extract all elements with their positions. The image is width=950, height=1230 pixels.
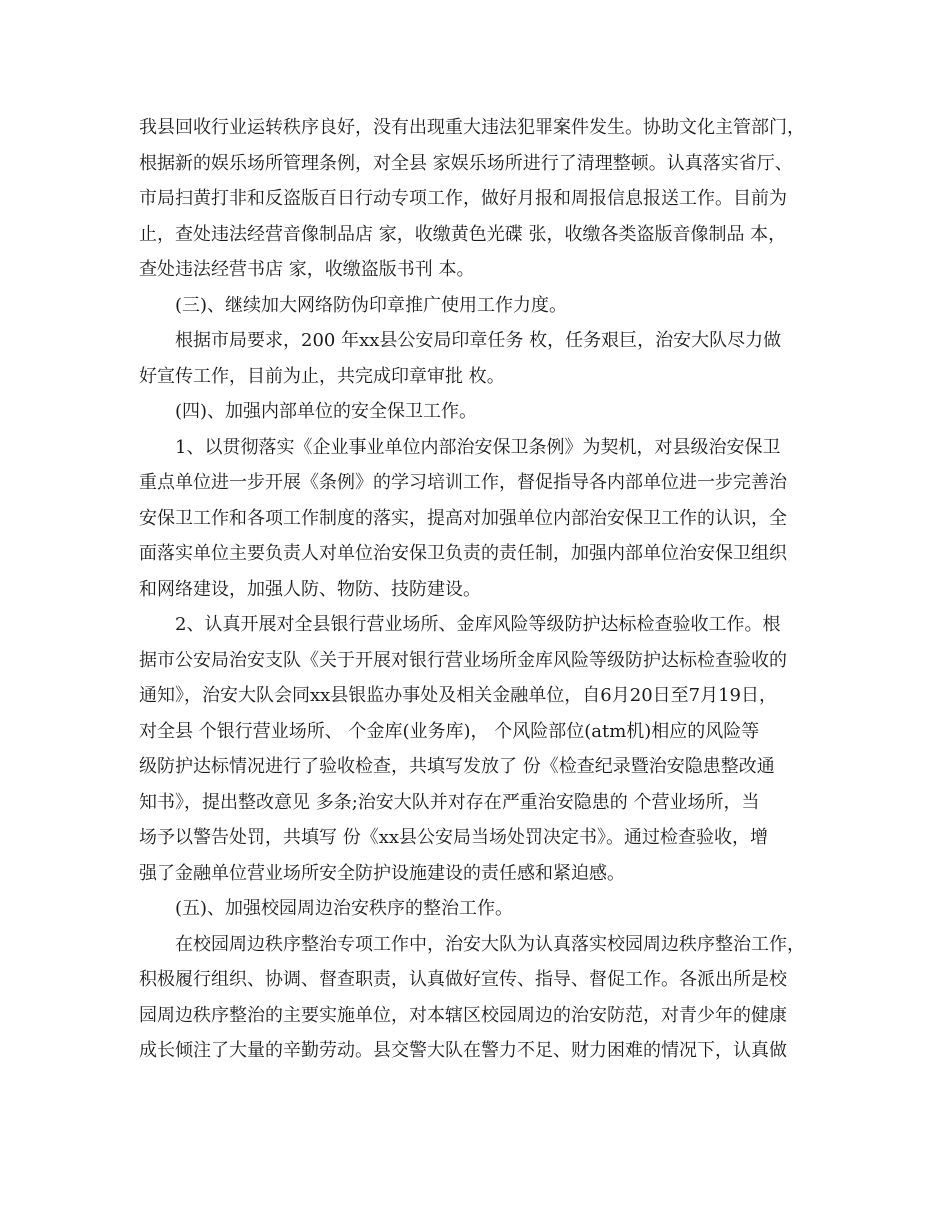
text-line: 场予以警告处罚，共填写 份《xx县公安局当场处罚决定书》。通过检查验收，增 (139, 827, 769, 848)
text-line: 市局扫黄打非和反盗版百日行动专项工作，做好月报和周报信息报送工作。目前为 (139, 188, 787, 209)
text-line: 根据市局要求，200 年xx县公安局印章任务 枚，任务艰巨，治安大队尽力做 (175, 330, 782, 351)
text-line: 2、认真开展对全县银行营业场所、金库风险等级防护达标检查验收工作。根 (175, 614, 781, 635)
text-line: 对全县 个银行营业场所、 个金库(业务库)， 个风险部位(atm机)相应的风险等 (139, 720, 760, 742)
text-line: 和网络建设，加强人防、物防、技防建设。 (139, 578, 481, 600)
text-line: 1、以贯彻落实《企业事业单位内部治安保卫条例》为契机，对县级治安保卫 (175, 436, 781, 458)
text-line: 强了金融单位营业场所安全防护设施建设的责任感和紧迫感。 (139, 862, 625, 884)
text-line: 通知》，治安大队会同xx县银监办事处及相关金融单位，自6月20日至7月19日， (139, 685, 778, 706)
text-line: 根据新的娱乐场所管理条例，对全县 家娱乐场所进行了清理整顿。认真落实省厅、 (139, 152, 793, 174)
text-line: (三)、继续加大网络防伪印章推广使用工作力度。 (175, 294, 568, 316)
text-line: 据市公安局治安支队《关于开展对银行营业场所金库风险等级防护达标检查验收的 (139, 649, 787, 671)
text-line: 好宣传工作，目前为止，共完成印章审批 枚。 (139, 365, 505, 387)
text-line: 止，查处违法经营音像制品店 家，收缴黄色光碟 张，收缴各类盗版音像制品 本， (139, 223, 787, 245)
text-line: 在校园周边秩序整治专项工作中，治安大队为认真落实校园周边秩序整治工作， (175, 933, 805, 955)
text-line: 我县回收行业运转秩序良好，没有出现重大违法犯罪案件发生。协助文化主管部门， (139, 117, 805, 138)
text-line: 面落实单位主要负责人对单位治安保卫负责的责任制，加强内部单位治安保卫组织 (139, 543, 787, 564)
text-line: 重点单位进一步开展《条例》的学习培训工作，督促指导各内部单位进一步完善治 (139, 472, 787, 493)
text-line: 积极履行组织、协调、督查职责，认真做好宣传、指导、督促工作。各派出所是校 (139, 969, 787, 990)
text-line: 查处违法经营书店 家，收缴盗版书刊 本。 (139, 259, 475, 280)
document-body (139, 110, 825, 1069)
text-line: 级防护达标情况进行了验收检查，共填写发放了 份《检查纪录暨治安隐患整改通 (139, 756, 775, 777)
text-line: 成长倾注了大量的辛勤劳动。县交警大队在警力不足、财力困难的情况下，认真做 (139, 1040, 787, 1061)
text-line: 知书》，提出整改意见 多条;治安大队并对存在严重治安隐患的 个营业场所，当 (139, 791, 760, 813)
text-line: (五)、加强校园周边治安秩序的整治工作。 (175, 898, 514, 919)
text-line: (四)、加强内部单位的安全保卫工作。 (175, 401, 478, 422)
text-line: 园周边秩序整治的主要实施单位，对本辖区校园周边的治安防范，对青少年的健康 (139, 1004, 787, 1026)
text-line: 安保卫工作和各项工作制度的落实，提高对加强单位内部治安保卫工作的认识，全 (139, 507, 787, 529)
